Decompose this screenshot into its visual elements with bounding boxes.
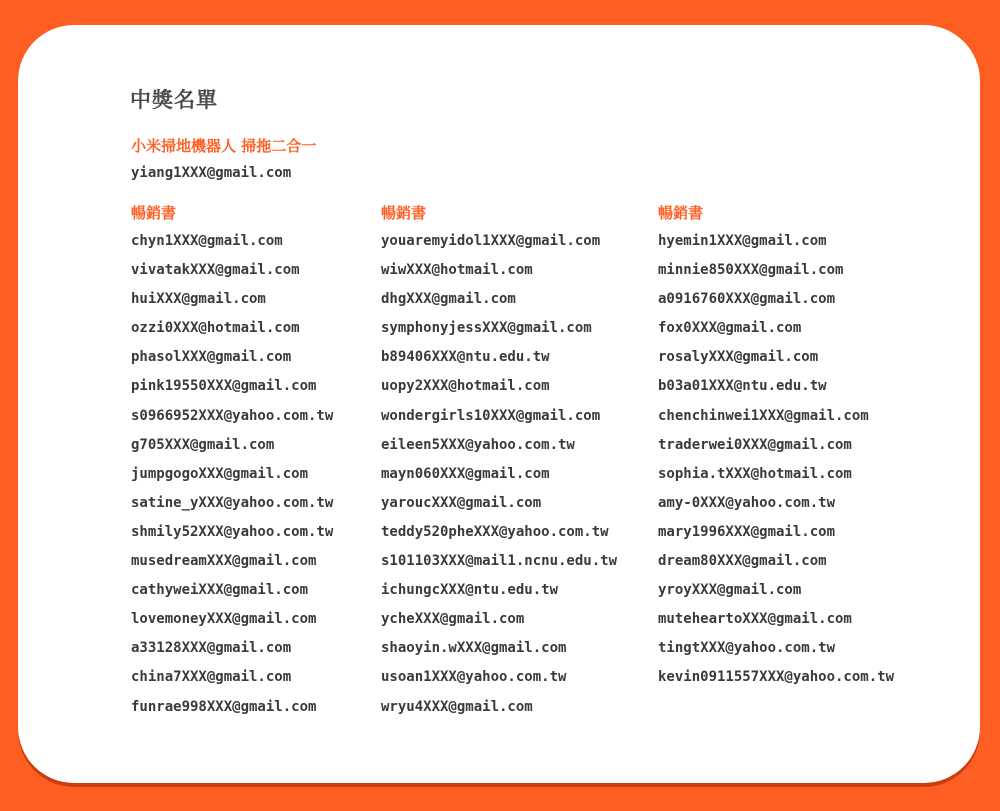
prize-name: 小米掃地機器人 掃拖二合一 <box>131 137 317 155</box>
winner-email: teddy520pheXXX@yahoo.com.tw <box>381 523 609 540</box>
winner-email: vivatakXXX@gmail.com <box>131 262 300 279</box>
winner-email: yroyXXX@gmail.com <box>658 582 802 599</box>
winner-email: china7XXX@gmail.com <box>131 669 292 686</box>
winners-column-3 <box>658 202 894 697</box>
winner-email: minnie850XXX@gmail.com <box>658 262 844 279</box>
winner-email: s101103XXX@mail1.ncnu.edu.tw <box>381 553 618 570</box>
winner-email: huiXXX@gmail.com <box>131 291 266 308</box>
winner-email: satine_yXXX@yahoo.com.tw <box>131 494 334 511</box>
winner-email: usoan1XXX@yahoo.com.tw <box>381 669 567 686</box>
winner-email: fox0XXX@gmail.com <box>658 320 802 337</box>
winner-email: sophia.tXXX@hotmail.com <box>658 465 852 482</box>
winner-email: ozzi0XXX@hotmail.com <box>131 320 300 337</box>
winner-email: youaremyidol1XXX@gmail.com <box>381 233 601 249</box>
winner-email: chenchinwei1XXX@gmail.com <box>658 407 869 424</box>
winner-email: wryu4XXX@gmail.com <box>381 698 533 715</box>
winner-email: rosalyXXX@gmail.com <box>658 349 819 366</box>
winner-email: muteheartoXXX@gmail.com <box>658 611 852 628</box>
winner-email: jumpgogoXXX@gmail.com <box>131 465 309 482</box>
winner-list <box>658 231 894 697</box>
winner-email: musedreamXXX@gmail.com <box>131 553 317 570</box>
winner-email: kevin0911557XXX@yahoo.com.tw <box>658 669 895 686</box>
winner-email: chyn1XXX@gmail.com <box>131 233 283 249</box>
winners-column-2 <box>381 202 617 726</box>
winner-email: dream80XXX@gmail.com <box>658 553 827 570</box>
winner-email: cathyweiXXX@gmail.com <box>131 582 309 599</box>
winner-email: lovemoneyXXX@gmail.com <box>131 611 317 628</box>
winner-email: traderwei0XXX@gmail.com <box>658 436 852 453</box>
winner-email: amy-0XXX@yahoo.com.tw <box>658 494 836 511</box>
winner-email: g705XXX@gmail.com <box>131 436 275 453</box>
winner-email: ycheXXX@gmail.com <box>381 611 525 628</box>
column-label: 暢銷書 <box>658 204 704 222</box>
winner-email: pink19550XXX@gmail.com <box>131 378 317 395</box>
winner-email: shaoyin.wXXX@gmail.com <box>381 640 567 657</box>
winner-list <box>131 231 333 726</box>
winner-email: ichungcXXX@ntu.edu.tw <box>381 582 559 599</box>
page-title: 中獎名單 <box>130 88 218 112</box>
winner-email: tingtXXX@yahoo.com.tw <box>658 640 836 657</box>
winner-email: eileen5XXX@yahoo.com.tw <box>381 436 575 453</box>
winner-email: a0916760XXX@gmail.com <box>658 291 836 308</box>
winner-email: phasolXXX@gmail.com <box>131 349 292 366</box>
winner-email: hyemin1XXX@gmail.com <box>658 233 827 249</box>
winner-email: s0966952XXX@yahoo.com.tw <box>131 407 334 424</box>
winner-email: symphonyjessXXX@gmail.com <box>381 320 592 337</box>
winner-list <box>381 231 617 726</box>
winner-email: mayn060XXX@gmail.com <box>381 465 550 482</box>
column-label: 暢銷書 <box>381 204 427 222</box>
winner-email: mary1996XXX@gmail.com <box>658 523 836 540</box>
prize-winner: yiang1XXX@gmail.com <box>131 165 292 181</box>
winner-email: uopy2XXX@hotmail.com <box>381 378 550 395</box>
winner-email: wondergirls10XXX@gmail.com <box>381 407 601 424</box>
winner-email: funrae998XXX@gmail.com <box>131 698 317 715</box>
winner-email: b03a01XXX@ntu.edu.tw <box>658 378 827 395</box>
winner-email: shmily52XXX@yahoo.com.tw <box>131 523 334 540</box>
winners-column-1 <box>131 202 333 726</box>
winner-email: b89406XXX@ntu.edu.tw <box>381 349 550 366</box>
winner-email: wiwXXX@hotmail.com <box>381 262 533 279</box>
winner-email: dhgXXX@gmail.com <box>381 291 516 308</box>
winner-email: a33128XXX@gmail.com <box>131 640 292 657</box>
winner-email: yaroucXXX@gmail.com <box>381 494 542 511</box>
column-label: 暢銷書 <box>131 204 177 222</box>
